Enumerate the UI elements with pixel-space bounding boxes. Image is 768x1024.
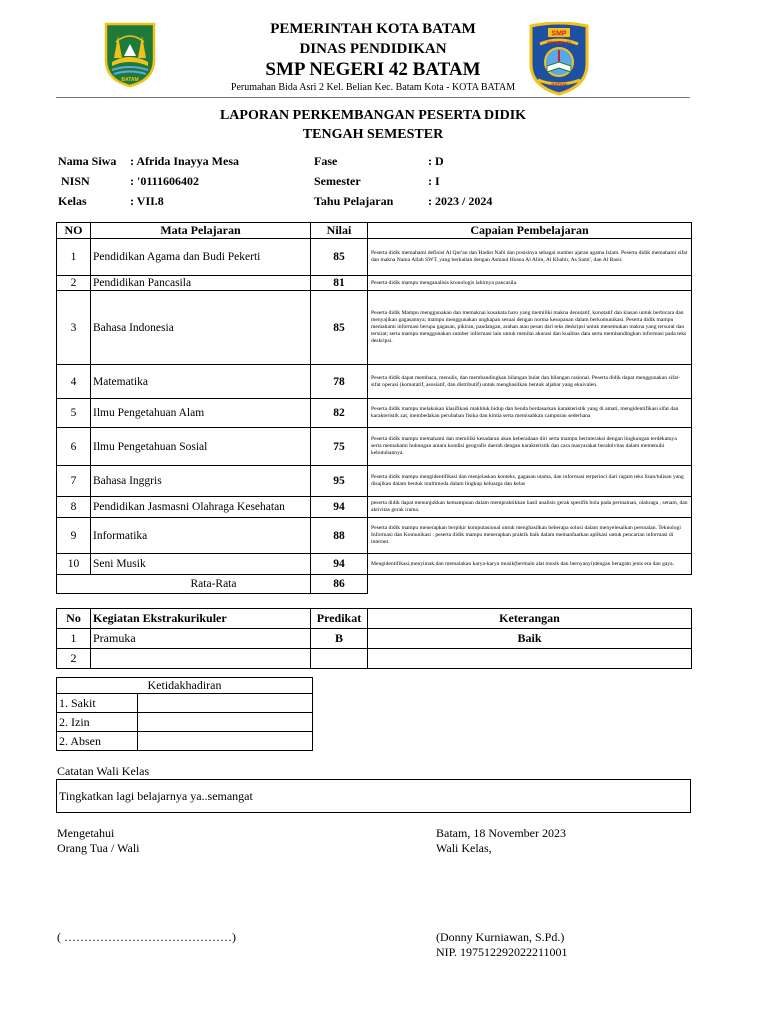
row-score: 94 <box>311 554 368 575</box>
table-row <box>57 732 313 751</box>
student-nisn-label: NISN <box>61 174 90 188</box>
row-subject: Seni Musik <box>91 554 311 575</box>
absence-title-row <box>57 678 313 694</box>
table-row <box>57 399 692 428</box>
extracurricular-table <box>56 608 692 669</box>
row-no: 4 <box>57 365 91 399</box>
extra-row-activity <box>91 649 311 669</box>
absence-value <box>138 694 313 713</box>
row-score: 88 <box>311 518 368 554</box>
phase-value: : D <box>428 154 444 168</box>
sign-right-name: (Donny Kurniawan, S.Pd.) <box>436 930 565 944</box>
row-achievement: Peserta didik mampu mengidentifikasi dan menjelaskan konteks, gagasan utama, dan informasi terperinci dari ragam teks lisan/tulisan yang disajikan dalam bentuk multimoda dalam lingkup keluarga dan kelas <box>368 466 692 497</box>
sign-right-role: Wali Kelas, <box>436 841 492 855</box>
extra-header-activity: Kegiatan Ekstrakurikuler <box>91 609 311 629</box>
table-row <box>57 518 692 554</box>
svg-text:NEGERI 42: NEGERI 42 <box>547 40 571 45</box>
extra-row-activity: Pramuka <box>91 629 311 649</box>
row-achievement: Peserta didik memahami definisi Al Qur'an dan Hadist Nabi dan posisinya sebagai sumber ajaran agama Islam. Peserta didik memahami sifat dan makna Nama Allah SWT. yang berkaitan dengan Asmaul Husna Al Alim, Al Khabir, As Sami', dan Al Basir. <box>368 239 692 276</box>
table-row <box>57 713 313 732</box>
report-title: LAPORAN PERKEMBANGAN PESERTA DIDIK <box>219 108 527 123</box>
row-no: 3 <box>57 291 91 365</box>
row-subject: Matematika <box>91 365 311 399</box>
kop-school-name: SMP NEGERI 42 BATAM <box>265 59 481 80</box>
extra-header-note: Keterangan <box>368 609 692 629</box>
row-score: 85 <box>311 291 368 365</box>
kop-separator <box>56 97 690 98</box>
table-row <box>57 428 692 466</box>
homeroom-note-text: Tingkatkan lagi belajarnya ya..semangat <box>59 789 253 803</box>
right-logo <box>528 22 590 96</box>
row-achievement: Peserta didik mampu memahami dan memiliki kesadaran akan keberadaan diri serta mampu berinteraksi dengan lingkungan terdekatnya serta memahami hubungan antara kondisi geografis daerah dengan karakteristik dan cara masyarakat beraktivitas dalam memenuhi kebutuhannya. <box>368 428 692 466</box>
absence-label: 2. Absen <box>57 732 138 751</box>
sign-right-nip: NIP. 197512292022211001 <box>436 945 568 959</box>
row-achievement: Peserta didik dapat membaca, menulis, dan membandingkan bilangan bulat dan bilangan rasional. Peserta didik dapat menggunakan sifat-sifat operasi (komutatif, asosiatif, dan distributif) untuk menghasilkan bentuk aljabar yang ekuivalen. <box>368 365 692 399</box>
sign-right-date: Batam, 18 November 2023 <box>436 826 566 840</box>
row-score: 82 <box>311 399 368 428</box>
row-subject: Bahasa Indonesia <box>91 291 311 365</box>
row-no: 6 <box>57 428 91 466</box>
row-subject: Ilmu Pengetahuan Sosial <box>91 428 311 466</box>
homeroom-note-label: Catatan Wali Kelas <box>57 764 150 778</box>
extra-row-grade <box>311 649 368 669</box>
sign-left-line1: Mengetahui <box>57 826 115 840</box>
phase-label: Fase <box>314 154 338 168</box>
smp-42-crest-icon <box>528 22 590 96</box>
absence-table <box>56 677 313 751</box>
row-achievement: peserta didik dapat menunjukkan kemampuan dalam mempraktikkan hasil analisis gerak spesifik bola pada permainan, olahraga , senam, dan aktivitas gerak irama. <box>368 497 692 518</box>
kop-government: PEMERINTAH KOTA BATAM <box>270 21 476 37</box>
sign-left-blank: ( ……………………………………) <box>57 930 236 944</box>
semester-value: : I <box>428 174 440 188</box>
header-score: Nilai <box>311 223 368 239</box>
row-no: 5 <box>57 399 91 428</box>
semester-label: Semester <box>314 174 361 188</box>
row-achievement: Peserta didik mampu menganalisis kronologis lahirnya pancasila. <box>368 276 692 291</box>
student-nisn-value: : '0111606402 <box>130 174 200 188</box>
extra-header-no: No <box>57 609 91 629</box>
absence-value <box>138 732 313 751</box>
row-subject: Bahasa Inggris <box>91 466 311 497</box>
row-score: 75 <box>311 428 368 466</box>
table-row <box>57 554 692 575</box>
row-achievement: Peserta didik mampu melakukan klasifikasi makhluk hidup dan benda berdasarkan karakteristik yang di amati, mengidentifikasi sifat dan karakteristik zat, membedakan perubahan fisika dan kimia serta memisahkan campuran sederhana <box>368 399 692 428</box>
row-no: 10 <box>57 554 91 575</box>
table-row <box>57 365 692 399</box>
table-row <box>57 629 692 649</box>
row-achievement: Peserta didik mampu menerapkan berpikir komputasional untuk menghasilkan beberapa solusi dalam menyelesaikan persoalan. Teknologi Informasi dan Komunikasi : peserta didik mampu menerapkan praktik baik dalam memanfaatkan aplikasi untuk pencarian informasi di internet. <box>368 518 692 554</box>
average-label: Rata-Rata <box>57 575 311 594</box>
table-row <box>57 694 313 713</box>
svg-text:BATAM: BATAM <box>121 77 139 83</box>
row-no: 1 <box>57 239 91 276</box>
kop-address: Perumahan Bida Asri 2 Kel. Belian Kec. Batam Kota - KOTA BATAM <box>230 82 516 93</box>
row-subject: Pendidikan Jasmasni Olahraga Kesehatan <box>91 497 311 518</box>
svg-text:SMP: SMP <box>551 30 567 38</box>
table-row <box>57 649 692 669</box>
student-class-label: Kelas <box>58 194 87 208</box>
average-empty <box>368 575 692 594</box>
kop-agency: DINAS PENDIDIKAN <box>299 41 447 57</box>
average-value: 86 <box>311 575 368 594</box>
row-score: 78 <box>311 365 368 399</box>
row-score: 94 <box>311 497 368 518</box>
absence-label: 2. Izin <box>57 713 138 732</box>
extra-row-no: 1 <box>57 629 91 649</box>
grades-header-row <box>57 223 692 239</box>
header-subject: Mata Pelajaran <box>91 223 311 239</box>
svg-text:BATAM: BATAM <box>551 82 567 87</box>
sign-left-line2: Orang Tua / Wali <box>57 841 140 855</box>
extra-row-note: Baik <box>368 629 692 649</box>
homeroom-note-box <box>56 779 691 813</box>
table-row <box>57 239 692 276</box>
row-subject: Informatika <box>91 518 311 554</box>
table-row <box>57 466 692 497</box>
report-subtitle: TENGAH SEMESTER <box>302 127 444 142</box>
student-name-value: : Afrida Inayya Mesa <box>130 154 239 168</box>
row-subject: Ilmu Pengetahuan Alam <box>91 399 311 428</box>
table-row <box>57 276 692 291</box>
extra-header-row <box>57 609 692 629</box>
row-subject: Pendidikan Pancasila <box>91 276 311 291</box>
year-value: : 2023 / 2024 <box>428 194 493 208</box>
row-subject: Pendidikan Agama dan Budi Pekerti <box>91 239 311 276</box>
header-achievement: Capaian Pembelajaran <box>368 223 692 239</box>
table-row <box>57 291 692 365</box>
extra-row-no: 2 <box>57 649 91 669</box>
student-class-value: : VII.8 <box>130 194 164 208</box>
row-no: 2 <box>57 276 91 291</box>
header-no: NO <box>57 223 91 239</box>
grades-table <box>56 222 692 594</box>
absence-value <box>138 713 313 732</box>
extra-row-grade: B <box>311 629 368 649</box>
absence-label: 1. Sakit <box>57 694 138 713</box>
average-row <box>57 575 692 594</box>
year-label: Tahu Pelajaran <box>314 194 394 208</box>
student-name-label: Nama Siwa <box>58 154 117 168</box>
row-no: 7 <box>57 466 91 497</box>
row-score: 81 <box>311 276 368 291</box>
extra-row-note <box>368 649 692 669</box>
row-achievement: Mengidentifikasi,menyimak,dan memainkan karya-karya musik(bermain alat musik dan bernyanyi)dengan beragam jenis era dan gaya. <box>368 554 692 575</box>
row-achievement: Peserta didik Mampu menggunakan dan memaknai kosakata baru yang memiliki makna denotatif, konotatif dan kiasan untuk berbicara dan menyajikan gagasannya; mampu menggunakan ungkapan sesuai dengan norma kesopanan dalam berkomunikasi. Peserta didik mampu memahami informasi berupa gagasan, pikiran, pandangan, arahan atau pesan dari teks deskripsi untuk menemukan makna yang tersurat dan tersirat; serta mampu menggunakan sumber informasi lain untuk menilai akurasi dan kualitas data serta membandingkan informasi pada teks deskripsi. <box>368 291 692 365</box>
extra-header-grade: Predikat <box>311 609 368 629</box>
row-score: 85 <box>311 239 368 276</box>
row-score: 95 <box>311 466 368 497</box>
table-row <box>57 497 692 518</box>
absence-title: Ketidakhadiran <box>57 678 313 694</box>
row-no: 9 <box>57 518 91 554</box>
row-no: 8 <box>57 497 91 518</box>
